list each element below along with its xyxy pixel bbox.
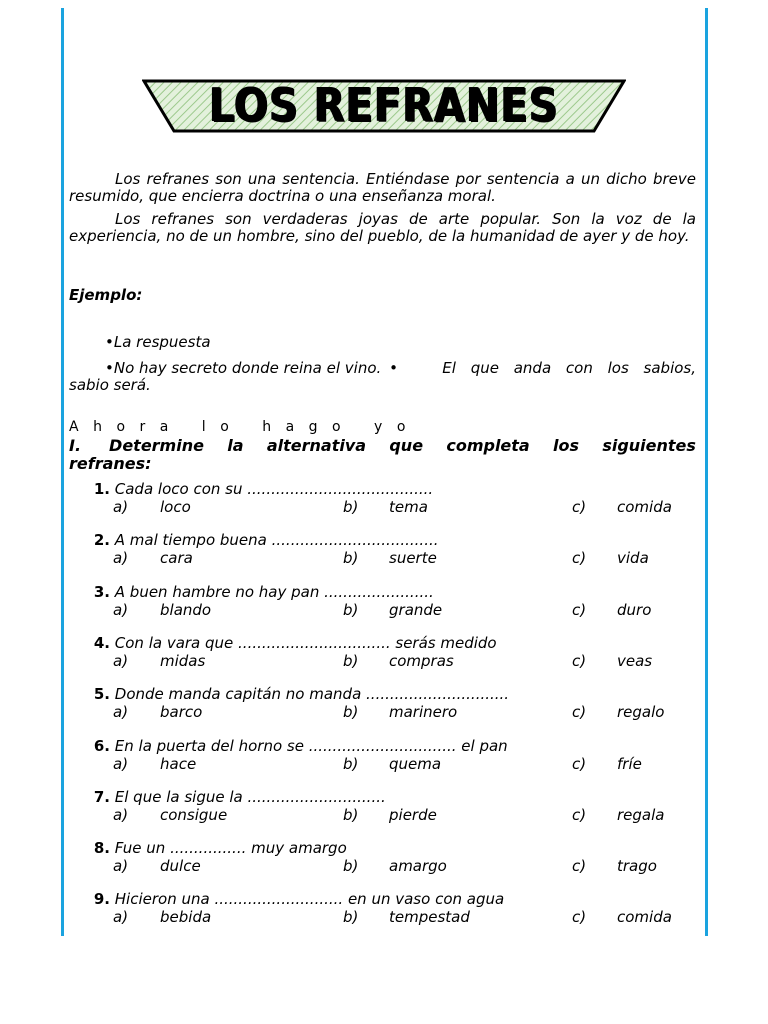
question-number: 6. (93, 737, 110, 755)
option-text: dulce (160, 857, 201, 875)
question-5 (88, 686, 509, 703)
question-1 (88, 481, 433, 498)
section-word: la (227, 436, 244, 455)
question-number: 2. (93, 531, 110, 549)
question-text: A mal tiempo buena ................................... (110, 531, 439, 549)
option-text: comida (617, 908, 672, 926)
option-text: pierde (389, 806, 437, 824)
intro-paragraph-1: Los refranes son una sentencia. Entiéndase por sentencia a un dicho breve resumido, que encierra doctrina o una enseñanza moral. (69, 170, 696, 205)
section-word: que (389, 436, 424, 455)
section-word: los (553, 436, 580, 455)
question-text: El que la sigue la ............................. (110, 788, 386, 806)
option-text: suerte (389, 549, 437, 567)
question-number: 8. (93, 839, 110, 857)
option-letter: a) (113, 498, 129, 516)
section-word: siguientes (602, 436, 696, 455)
option-letter: c) (572, 652, 587, 670)
question-8 (88, 840, 347, 857)
option-letter: b) (343, 857, 359, 875)
option-text: blando (160, 601, 212, 619)
option-letter: c) (572, 601, 587, 619)
option-letter: b) (343, 549, 359, 567)
bullet-icon: • (105, 359, 114, 377)
example-text-3a: El que anda con los sabios, (442, 359, 696, 377)
option-text: midas (160, 652, 206, 670)
option-text: comida (617, 498, 672, 516)
option-letter: b) (343, 498, 359, 516)
option-letter: b) (343, 601, 359, 619)
option-text: tempestad (389, 908, 470, 926)
bullet-icon: • (105, 333, 114, 351)
option-letter: c) (572, 908, 587, 926)
option-letter: a) (113, 549, 129, 567)
question-number: 4. (93, 634, 110, 652)
option-letter: a) (113, 806, 129, 824)
option-text: trago (617, 857, 657, 875)
question-number: 3. (93, 583, 110, 601)
question-text: A buen hambre no hay pan ....................... (110, 583, 434, 601)
left-border-line (61, 8, 64, 936)
section-word: Determine (109, 436, 204, 455)
option-text: tema (389, 498, 428, 516)
option-letter: c) (572, 549, 587, 567)
example-item-1 (69, 334, 696, 351)
example-text-1: La respuesta (113, 333, 211, 351)
question-number: 9. (93, 890, 110, 908)
question-text: Hicieron una ........................... en un vaso con agua (110, 890, 505, 908)
intro-paragraph-2: Los refranes son verdaderas joyas de arte popular. Son la voz de la experiencia, no de un hombre, sino del pueblo, de la humanidad de ayer y de hoy. (69, 210, 696, 245)
question-7 (88, 789, 386, 806)
option-text: regalo (617, 703, 665, 721)
section-line-1 (109, 437, 696, 455)
option-letter: a) (113, 857, 129, 875)
question-6 (88, 738, 508, 755)
option-text: hace (160, 755, 197, 773)
option-text: bebida (160, 908, 212, 926)
question-text: En la puerta del horno se ............................... el pan (110, 737, 508, 755)
option-text: veas (617, 652, 653, 670)
option-text: grande (389, 601, 443, 619)
option-text: cara (160, 549, 193, 567)
question-number: 1. (93, 480, 110, 498)
option-text: quema (389, 755, 442, 773)
option-letter: b) (343, 806, 359, 824)
option-letter: c) (572, 806, 587, 824)
option-letter: a) (113, 652, 129, 670)
example-text-2: No hay secreto donde reina el vino. (113, 359, 382, 377)
question-4 (88, 635, 497, 652)
question-number: 7. (93, 788, 110, 806)
question-number: 5. (93, 685, 110, 703)
option-letter: b) (343, 703, 359, 721)
section-title (69, 437, 696, 473)
example-text-3b: sabio será. (69, 376, 151, 394)
title-banner (142, 78, 626, 134)
page-title: LOS REFRANES (209, 79, 559, 133)
section-word: alternativa (266, 436, 367, 455)
option-text: loco (160, 498, 191, 516)
option-text: marinero (389, 703, 458, 721)
option-text: barco (160, 703, 203, 721)
example-item-2-3 (69, 360, 696, 394)
question-2 (88, 532, 439, 549)
option-letter: c) (572, 857, 587, 875)
now-i-do-it-label: Ahora lo hago yo (69, 419, 420, 435)
example-heading (69, 287, 696, 304)
option-letter: c) (572, 498, 587, 516)
option-letter: a) (113, 908, 129, 926)
right-border-line (705, 8, 708, 936)
option-text: consigue (160, 806, 228, 824)
question-text: Con la vara que ................................ serás medido (110, 634, 497, 652)
section-word: completa (446, 436, 530, 455)
option-letter: b) (343, 652, 359, 670)
question-3 (88, 584, 434, 601)
option-letter: c) (572, 703, 587, 721)
question-9 (88, 891, 504, 908)
option-letter: a) (113, 703, 129, 721)
question-text: Donde manda capitán no manda .............................. (110, 685, 510, 703)
question-text: Cada loco con su ....................................... (110, 480, 434, 498)
option-text: regala (617, 806, 665, 824)
option-letter: a) (113, 755, 129, 773)
option-letter: c) (572, 755, 587, 773)
option-letter: b) (343, 908, 359, 926)
bullet-icon: • (389, 359, 398, 377)
option-letter: b) (343, 755, 359, 773)
option-text: vida (617, 549, 649, 567)
example-heading-text: Ejemplo: (69, 286, 143, 304)
section-line-2: refranes: (69, 454, 152, 473)
question-text: Fue un ................ muy amargo (110, 839, 347, 857)
option-text: fríe (617, 755, 642, 773)
option-letter: a) (113, 601, 129, 619)
intro-block (69, 171, 696, 245)
section-number: I. (69, 436, 82, 455)
option-text: amargo (389, 857, 447, 875)
option-text: duro (617, 601, 652, 619)
option-text: compras (389, 652, 454, 670)
